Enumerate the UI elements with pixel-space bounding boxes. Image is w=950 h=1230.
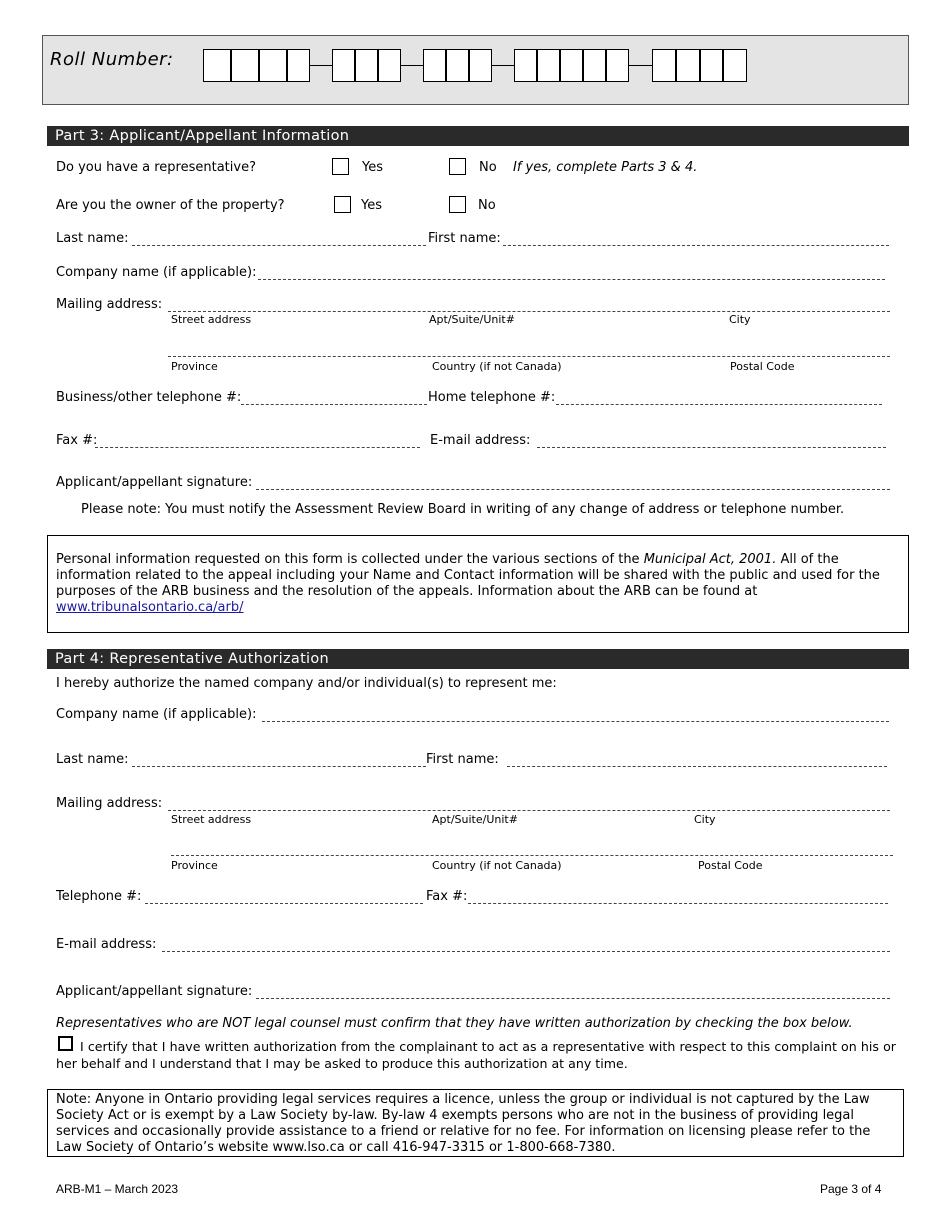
privacy-notice (47, 535, 909, 633)
roll-number-label: Roll Number: (50, 49, 174, 70)
owner-no-label: No (478, 198, 496, 213)
rep-company-name-field[interactable] (262, 721, 889, 722)
signature-field[interactable] (256, 489, 890, 490)
roll-digit-box[interactable] (355, 49, 378, 82)
rep-postal-code-caption: Postal Code (698, 859, 763, 872)
certify-statement: I certify that I have written authorization from the complainant to act as a representative with respect to this complaint on his or her behalf and I understand that I may be asked to produce this authorization at any time. (56, 1039, 896, 1071)
municipal-act-name: Municipal Act, 2001. (643, 552, 777, 567)
privacy-text-continued: All of the information related to the appeal including your Name and Contact information will be shared with the public and used for the purposes of the ARB business and the resolution of the appeals. Information about the ARB can be found at (56, 552, 880, 599)
owner-question: Are you the owner of the property? (56, 198, 285, 213)
rep-first-name-label: First name: (426, 752, 499, 767)
rep-country-caption: Country (if not Canada) (432, 859, 562, 872)
arb-website-link[interactable]: www.tribunalsontario.ca/arb/ (56, 600, 244, 615)
representative-yes-checkbox[interactable] (332, 158, 349, 175)
legal-services-note: Note: Anyone in Ontario providing legal services requires a licence, unless the group or individual is not captured by the Law Society Act or is exempt by a Law Society by-law. By-law 4 exempts persons who are not in the business of providing legal services and occasionally provide assistance to a friend or relative for no fee. For information on licensing please refer to the Law Society of Ontario’s website www.lso.ca or call 416-947-3315 or 1-800-668-7380. (47, 1089, 904, 1157)
privacy-text: Personal information requested on this form is collected under the various sections of the (56, 552, 644, 567)
rep-mailing-address-line2[interactable] (171, 855, 893, 856)
roll-digit-box[interactable] (652, 49, 676, 82)
province-caption: Province (171, 360, 218, 373)
home-telephone-field[interactable] (556, 404, 882, 405)
roll-digit-box[interactable] (231, 49, 259, 82)
roll-digit-box[interactable] (287, 49, 310, 82)
representative-question: Do you have a representative? (56, 160, 256, 175)
email-label: E-mail address: (430, 433, 531, 448)
street-address-caption: Street address (171, 313, 252, 326)
rep-telephone-field[interactable] (145, 903, 423, 904)
roll-digit-box[interactable] (723, 49, 747, 82)
mailing-address-line1[interactable] (168, 311, 890, 312)
country-caption: Country (if not Canada) (432, 360, 562, 373)
form-id: ARB-M1 – March 2023 (56, 1182, 179, 1196)
representative-instruction: Representatives who are NOT legal counsel must confirm that they have written authorization by checking the box below. (56, 1016, 853, 1031)
roll-digit-box[interactable] (676, 49, 700, 82)
roll-digit-box[interactable] (259, 49, 287, 82)
roll-digit-box[interactable] (514, 49, 537, 82)
part4-header: Part 4: Representative Authorization (47, 649, 909, 669)
roll-digit-box[interactable] (537, 49, 560, 82)
signature-label: Applicant/appellant signature: (56, 475, 253, 490)
representative-yes-label: Yes (362, 160, 383, 175)
first-name-label: First name: (428, 231, 501, 246)
roll-digit-box[interactable] (700, 49, 723, 82)
owner-yes-checkbox[interactable] (334, 196, 351, 213)
rep-last-name-field[interactable] (132, 766, 426, 767)
postal-code-caption: Postal Code (730, 360, 795, 373)
rep-fax-label: Fax #: (426, 889, 468, 904)
change-of-address-note: Please note: You must notify the Assessment Review Board in writing of any change of address or telephone number. (81, 502, 845, 517)
roll-digit-box[interactable] (583, 49, 606, 82)
email-field[interactable] (537, 447, 886, 448)
roll-digit-box[interactable] (423, 49, 446, 82)
fax-label: Fax #: (56, 433, 98, 448)
page-number: Page 3 of 4 (820, 1182, 882, 1196)
last-name-label: Last name: (56, 231, 129, 246)
roll-digit-box[interactable] (560, 49, 583, 82)
city-caption: City (729, 313, 751, 326)
home-telephone-label: Home telephone #: (428, 390, 556, 405)
owner-no-checkbox[interactable] (449, 196, 466, 213)
rep-telephone-label: Telephone #: (56, 889, 142, 904)
representative-hint: If yes, complete Parts 3 & 4. (513, 160, 698, 175)
rep-signature-field[interactable] (256, 998, 890, 999)
roll-digit-box[interactable] (203, 49, 231, 82)
rep-mailing-address-label: Mailing address: (56, 796, 163, 811)
roll-digit-box[interactable] (469, 49, 492, 82)
rep-province-caption: Province (171, 859, 218, 872)
roll-separator (310, 65, 332, 66)
company-name-label: Company name (if applicable): (56, 265, 257, 280)
rep-first-name-field[interactable] (507, 766, 887, 767)
rep-mailing-address-line1[interactable] (168, 810, 890, 811)
first-name-field[interactable] (503, 245, 889, 246)
authorization-intro: I hereby authorize the named company and/or individual(s) to represent me: (56, 676, 557, 691)
rep-last-name-label: Last name: (56, 752, 129, 767)
rep-fax-field[interactable] (468, 903, 888, 904)
rep-street-address-caption: Street address (171, 813, 252, 826)
mailing-address-label: Mailing address: (56, 297, 163, 312)
roll-digit-box[interactable] (606, 49, 629, 82)
apt-caption: Apt/Suite/Unit# (429, 313, 515, 326)
representative-no-checkbox[interactable] (449, 158, 466, 175)
business-telephone-field[interactable] (241, 404, 427, 405)
part3-header: Part 3: Applicant/Appellant Information (47, 126, 909, 146)
last-name-field[interactable] (132, 245, 426, 246)
mailing-address-line2[interactable] (168, 356, 890, 357)
rep-signature-label: Applicant/appellant signature: (56, 984, 253, 999)
roll-separator (629, 65, 652, 66)
roll-separator (492, 65, 514, 66)
roll-separator (401, 65, 423, 66)
rep-city-caption: City (694, 813, 716, 826)
fax-field[interactable] (95, 447, 420, 448)
roll-digit-box[interactable] (378, 49, 401, 82)
rep-email-label: E-mail address: (56, 937, 157, 952)
rep-apt-caption: Apt/Suite/Unit# (432, 813, 518, 826)
business-telephone-label: Business/other telephone #: (56, 390, 242, 405)
representative-no-label: No (479, 160, 497, 175)
rep-company-name-label: Company name (if applicable): (56, 707, 257, 722)
rep-email-field[interactable] (162, 951, 890, 952)
roll-digit-box[interactable] (446, 49, 469, 82)
company-name-field[interactable] (258, 279, 885, 280)
roll-digit-box[interactable] (332, 49, 355, 82)
owner-yes-label: Yes (361, 198, 382, 213)
